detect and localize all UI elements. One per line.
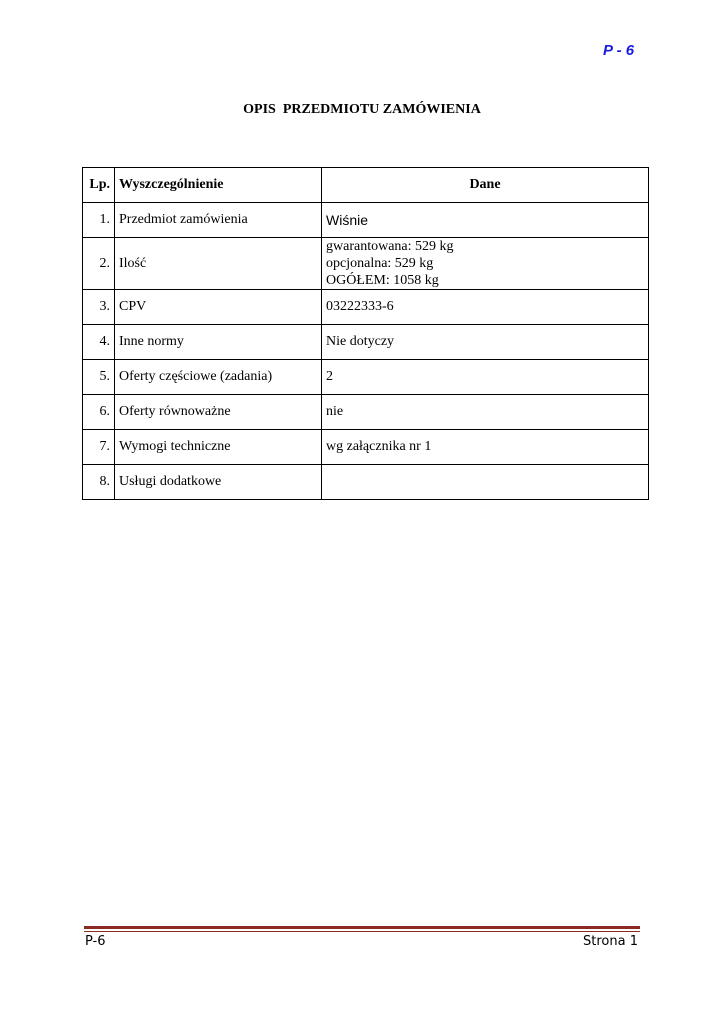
table-row <box>83 290 649 325</box>
page-title: OPIS PRZEDMIOTU ZAMÓWIENIA <box>243 102 481 117</box>
row-number: 2. <box>83 238 115 290</box>
row-number: 3. <box>83 290 115 325</box>
footer-page-number: Strona 1 <box>583 934 638 949</box>
footer-rule-thin <box>84 931 640 932</box>
column-header-data: Dane <box>322 168 649 203</box>
table-row <box>83 465 649 500</box>
row-number: 5. <box>83 360 115 395</box>
row-value: nie <box>322 395 649 430</box>
row-description: CPV <box>115 290 322 325</box>
table-row <box>83 238 649 290</box>
row-value: 03222333-6 <box>322 290 649 325</box>
row-number: 6. <box>83 395 115 430</box>
row-value: wg załącznika nr 1 <box>322 430 649 465</box>
footer-rule-thick <box>84 926 640 929</box>
quantity-total: OGÓŁEM: 1058 kg <box>326 273 439 288</box>
table-row <box>83 395 649 430</box>
row-description: Usługi dodatkowe <box>115 465 322 500</box>
quantity-optional: opcjonalna: 529 kg <box>326 256 434 271</box>
specification-table <box>82 167 649 500</box>
row-value <box>322 238 649 290</box>
row-description: Wymogi techniczne <box>115 430 322 465</box>
row-description: Inne normy <box>115 325 322 360</box>
row-value: Nie dotyczy <box>322 325 649 360</box>
row-number: 4. <box>83 325 115 360</box>
table-row <box>83 360 649 395</box>
row-value <box>322 465 649 500</box>
table-header-row <box>83 168 649 203</box>
document-code: P - 6 <box>603 42 635 59</box>
row-description: Oferty równoważne <box>115 395 322 430</box>
row-value: 2 <box>322 360 649 395</box>
row-number: 1. <box>83 203 115 238</box>
table-row <box>83 325 649 360</box>
row-value: Wiśnie <box>322 203 649 238</box>
footer-document-code: P-6 <box>85 934 106 949</box>
column-header-lp: Lp. <box>83 168 115 203</box>
row-description: Oferty częściowe (zadania) <box>115 360 322 395</box>
table-row <box>83 203 649 238</box>
row-description: Ilość <box>115 238 322 290</box>
quantity-guaranteed: gwarantowana: 529 kg <box>326 239 454 254</box>
table-row <box>83 430 649 465</box>
row-number: 7. <box>83 430 115 465</box>
column-header-description: Wyszczególnienie <box>115 168 322 203</box>
row-number: 8. <box>83 465 115 500</box>
row-description: Przedmiot zamówienia <box>115 203 322 238</box>
